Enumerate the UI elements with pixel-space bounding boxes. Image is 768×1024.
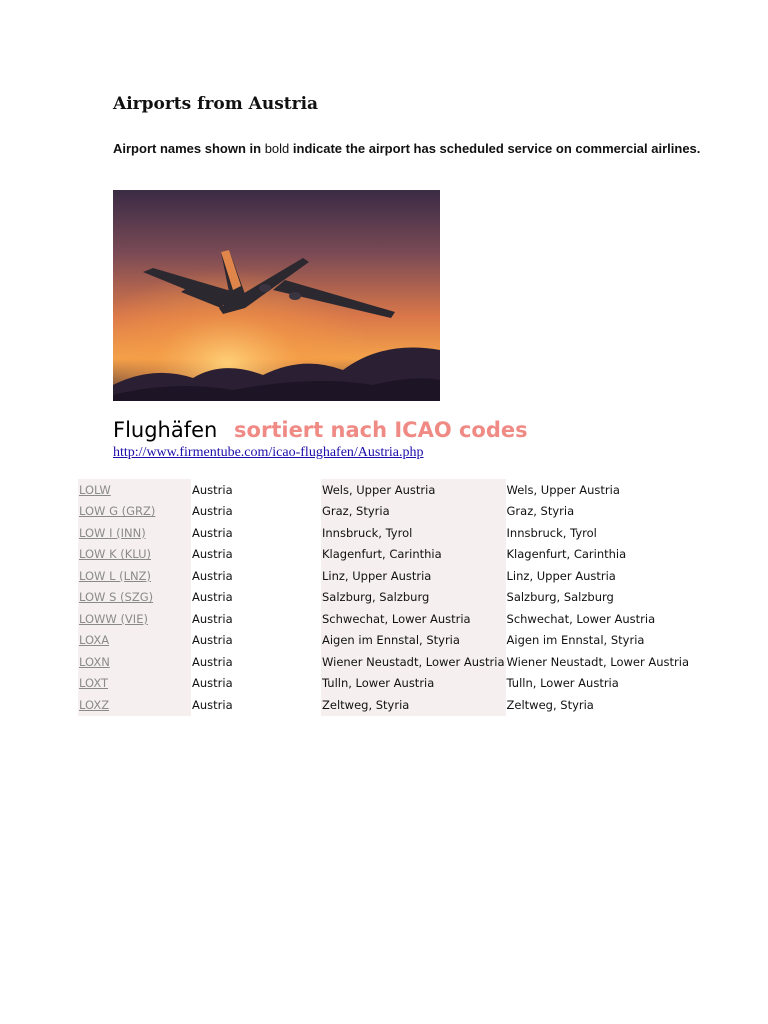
- airport-country-cell: Austria: [192, 482, 233, 497]
- airport-city-cell: Schwechat, Lower Austria: [321, 608, 506, 630]
- airport-country-cell: Austria: [192, 697, 233, 712]
- airport-city-cell: Linz, Upper Austria: [321, 565, 506, 587]
- heading-main: Flughäfen: [113, 418, 218, 442]
- intro-suffix: indicate the airport has scheduled service on commercial airlines.: [292, 141, 701, 156]
- airport-country-cell: Austria: [192, 654, 233, 669]
- airport-code-cell: [78, 587, 191, 609]
- airport-code-cell: [78, 522, 191, 544]
- airport-code-cell: [78, 501, 191, 523]
- airport-city-cell: Klagenfurt, Carinthia: [321, 544, 506, 566]
- airport-city-repeat-cell: Wels, Upper Austria: [506, 482, 620, 497]
- page-title: Airports from Austria: [113, 94, 319, 114]
- airport-city-cell: Zeltweg, Styria: [321, 694, 506, 716]
- table-row: [78, 694, 690, 716]
- airport-code-cell: [78, 565, 191, 587]
- airport-city-repeat-cell: Wiener Neustadt, Lower Austria: [506, 654, 690, 669]
- table-row: [78, 587, 690, 609]
- airport-code-link[interactable]: LOW G (GRZ): [79, 504, 156, 519]
- airport-code-link[interactable]: LOW K (KLU): [79, 547, 152, 562]
- airport-code-link[interactable]: LOW S (SZG): [79, 590, 154, 605]
- airport-code-link[interactable]: LOWW (VIE): [79, 611, 148, 626]
- table-row: [78, 522, 690, 544]
- source-link[interactable]: http://www.firmentube.com/icao-flughafen/Austria.php: [113, 445, 424, 460]
- airport-code-link[interactable]: LOXZ: [79, 697, 110, 712]
- airport-city-repeat-cell: Innsbruck, Tyrol: [506, 525, 597, 540]
- airport-code-link[interactable]: LOLW: [79, 482, 111, 497]
- airport-code-cell: [78, 544, 191, 566]
- table-row: [78, 479, 690, 501]
- airport-country-cell: Austria: [192, 633, 233, 648]
- airport-city-repeat-cell: Aigen im Ennstal, Styria: [506, 633, 645, 648]
- airport-code-cell: [78, 694, 191, 716]
- table-row: [78, 651, 690, 673]
- airport-code-cell: [78, 673, 191, 695]
- table-row: [78, 565, 690, 587]
- airport-country-cell: Austria: [192, 525, 233, 540]
- airport-city-cell: Innsbruck, Tyrol: [321, 522, 506, 544]
- airport-city-repeat-cell: Salzburg, Salzburg: [506, 590, 614, 605]
- airport-city-repeat-cell: Zeltweg, Styria: [506, 697, 594, 712]
- airport-code-link[interactable]: LOXA: [79, 633, 110, 648]
- table-row: [78, 501, 690, 523]
- table-row: [78, 544, 690, 566]
- airport-city-cell: Tulln, Lower Austria: [321, 673, 506, 695]
- airport-code-cell: [78, 630, 191, 652]
- section-heading: [113, 418, 528, 442]
- intro-paragraph: [113, 141, 710, 157]
- table-row: [78, 608, 690, 630]
- airport-country-cell: Austria: [192, 676, 233, 691]
- airport-code-cell: [78, 608, 191, 630]
- airport-city-repeat-cell: Schwechat, Lower Austria: [506, 611, 656, 626]
- airport-city-cell: Aigen im Ennstal, Styria: [321, 630, 506, 652]
- airplane-photo: [113, 190, 440, 401]
- airport-country-cell: Austria: [192, 611, 233, 626]
- airport-city-cell: Wiener Neustadt, Lower Austria: [321, 651, 506, 673]
- airport-city-cell: Graz, Styria: [321, 501, 506, 523]
- airports-table: [78, 479, 690, 716]
- table-row: [78, 630, 690, 652]
- intro-bold-word: bold: [264, 141, 290, 156]
- table-row: [78, 673, 690, 695]
- airport-code-link[interactable]: LOXN: [79, 654, 110, 669]
- heading-accent: sortiert nach ICAO codes: [234, 418, 528, 442]
- airport-country-cell: Austria: [192, 547, 233, 562]
- airport-code-link[interactable]: LOXT: [79, 676, 109, 691]
- airport-city-repeat-cell: Tulln, Lower Austria: [506, 676, 619, 691]
- airport-city-repeat-cell: Graz, Styria: [506, 504, 575, 519]
- airport-country-cell: Austria: [192, 568, 233, 583]
- airport-city-repeat-cell: Linz, Upper Austria: [506, 568, 616, 583]
- intro-prefix: Airport names shown in: [113, 141, 262, 156]
- airport-code-link[interactable]: LOW I (INN): [79, 525, 146, 540]
- airport-city-repeat-cell: Klagenfurt, Carinthia: [506, 547, 627, 562]
- airport-country-cell: Austria: [192, 504, 233, 519]
- airport-city-cell: Salzburg, Salzburg: [321, 587, 506, 609]
- airport-code-cell: [78, 651, 191, 673]
- airport-country-cell: Austria: [192, 590, 233, 605]
- airport-city-cell: Wels, Upper Austria: [321, 479, 506, 501]
- airport-code-link[interactable]: LOW L (LNZ): [79, 568, 151, 583]
- airport-code-cell: [78, 479, 191, 501]
